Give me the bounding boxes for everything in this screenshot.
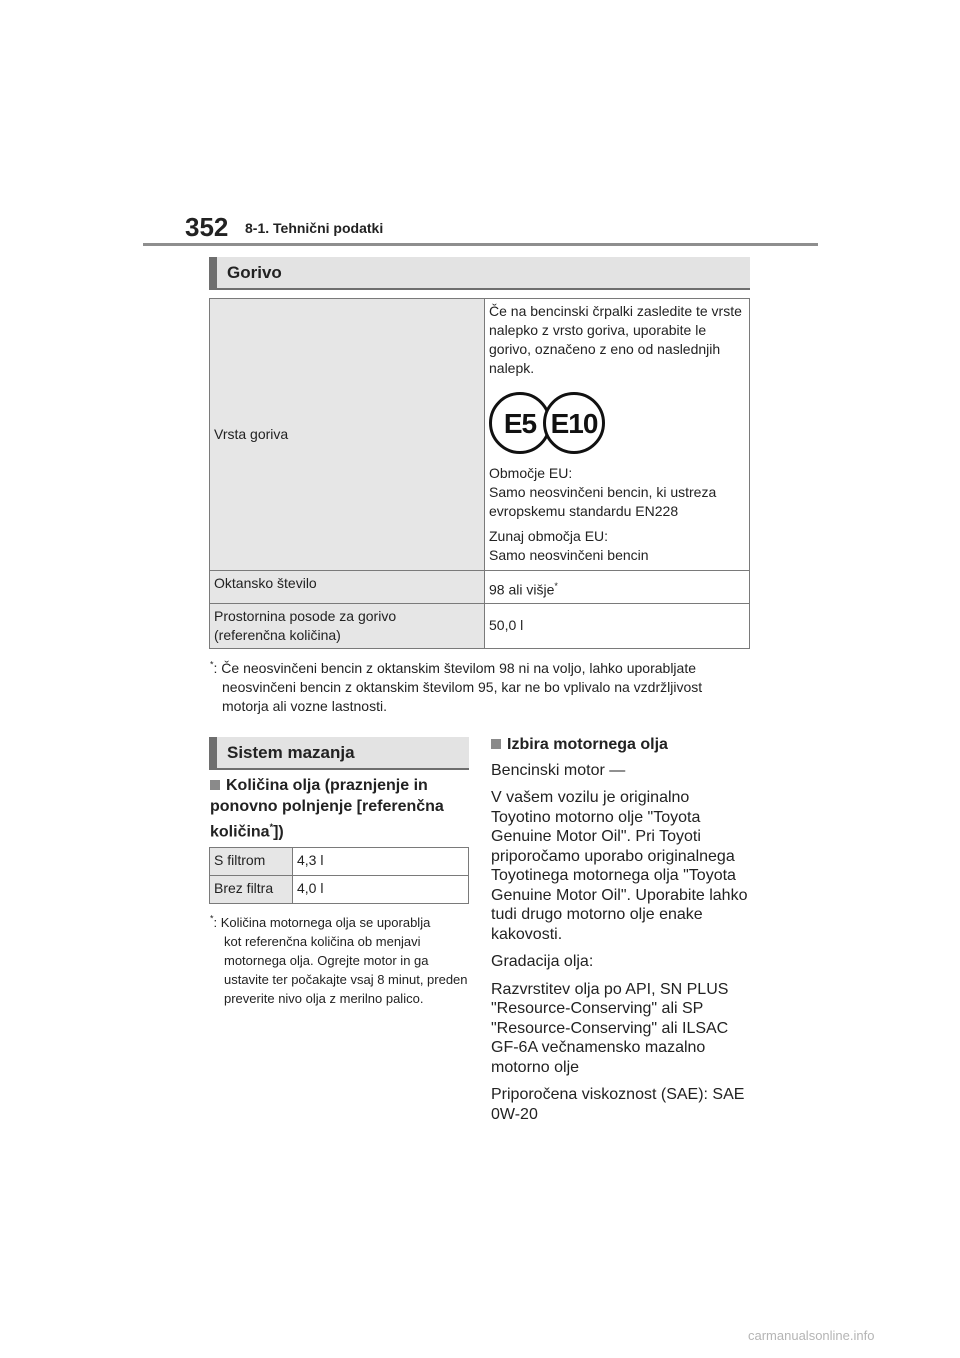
tank-capacity-label: [210, 603, 485, 648]
oil-selection-heading-text: Izbira motornega olja: [507, 736, 668, 753]
oil-with-filter-value: 4,3 l: [293, 848, 469, 876]
bullet-square-icon: [491, 739, 501, 749]
octane-label: Oktansko število: [210, 571, 485, 604]
header-divider: [143, 243, 818, 246]
oil-selection-paragraph: V vašem vozilu je originalno Toyotino motorno olje "Toyota Genuine Motor Oil". Pri Toyoti priporočamo uporabo originalnega Toyotinega motornega olja "Toyota Genuine Motor Oil". Uporabite lahko tudi drugo motorno olje enake kakovosti.: [491, 789, 748, 943]
fuel-type-value: [485, 299, 750, 571]
oil-quantity-heading-end: ]): [273, 823, 284, 841]
tank-capacity-label-line2: (referenčna količina): [214, 626, 341, 643]
non-eu-region-text: Samo neosvinčeni bencin: [489, 547, 649, 563]
tank-capacity-value: 50,0 l: [485, 603, 750, 648]
oil-footnote-mark: *: [210, 914, 214, 924]
oil-with-filter-label: S filtrom: [210, 848, 293, 876]
oil-selection-paragraph: Bencinski motor —: [491, 761, 626, 779]
oil-quantity-heading: [210, 775, 470, 842]
oil-footnote-text-cont: kot referenčna količina ob menjavi motornega olja. Ogrejte motor in ga ustavite ter počakajte vsaj 8 minut, preden preverite nivo olja z merilno palico.: [224, 934, 468, 1007]
fuel-type-intro: Če na bencinski črpalki zasledite te vrste nalepko z vrsto goriva, uporabite le gorivo, označeno z eno od naslednjih nalepk.: [489, 303, 742, 376]
octane-row: [210, 571, 750, 604]
e5-fuel-label-icon: E5: [489, 392, 551, 454]
lubrication-section-title: [209, 737, 469, 770]
fuel-badges: [489, 392, 745, 454]
fuel-table: [209, 298, 750, 649]
oil-quantity-heading-mark: *: [269, 822, 274, 832]
oil-selection-paragraph: Gradacija olja:: [491, 953, 594, 970]
oil-quantity-heading-text: Količina olja (praznjenje in ponovno polnjenje [referenčna količina: [210, 777, 444, 841]
oil-footnote: [210, 910, 470, 1008]
bullet-square-icon: [210, 780, 220, 790]
oil-selection-paragraph: Razvrstitev olja po API, SN PLUS "Resource-Conserving" ali SP "Resource-Conserving" ali ILSAC GF-6A večnamensko mazalno motorno olje: [491, 980, 729, 1076]
fuel-footnote-text: : Če neosvinčeni bencin z oktanskim številom 98 ni na voljo, lahko uporabljate: [213, 659, 697, 676]
non-eu-region-title: Zunaj območja EU:: [489, 528, 609, 544]
oil-row-with-filter: [210, 848, 469, 876]
fuel-section-title-text: Gorivo: [227, 262, 282, 282]
fuel-type-label: Vrsta goriva: [210, 299, 485, 571]
fuel-footnote-mark: *: [210, 659, 214, 669]
oil-row-without-filter: [210, 876, 469, 904]
lubrication-section-title-text: Sistem mazanja: [227, 742, 355, 762]
octane-footnote-mark: *: [554, 581, 558, 591]
fuel-type-row: [210, 299, 750, 571]
fuel-footnote-text-cont: neosvinčeni bencin z oktanskim številom 95, kar ne bo vplivalo na vzdržljivost motorja ali vozne lastnosti.: [222, 678, 703, 714]
tank-capacity-row: [210, 603, 750, 648]
oil-selection-paragraph: Priporočena viskoznost (SAE): SAE 0W-20: [491, 1086, 745, 1123]
page-number: 352: [185, 212, 229, 242]
watermark: carmanualsonline.info: [748, 1328, 875, 1343]
octane-value: [485, 571, 750, 604]
oil-selection-heading: [491, 735, 751, 755]
eu-region-text: Samo neosvinčeni bencin, ki ustreza evropskemu standardu EN228: [489, 484, 717, 519]
chapter-title: 8-1. Tehnični podatki: [245, 220, 384, 236]
fuel-footnote: [210, 655, 750, 716]
oil-selection: [491, 735, 751, 1132]
eu-region-title: Območje EU:: [489, 465, 573, 481]
octane-value-text: 98 ali višje: [489, 581, 555, 598]
oil-without-filter-label: Brez filtra: [210, 876, 293, 904]
oil-footnote-text: : Količina motornega olja se uporablja: [213, 915, 431, 931]
oil-quantity-table: [209, 847, 469, 904]
fuel-section-title: [209, 257, 750, 290]
tank-capacity-label-line1: Prostornina posode za gorivo: [214, 607, 397, 624]
e10-fuel-label-icon: E10: [543, 392, 605, 454]
oil-without-filter-value: 4,0 l: [293, 876, 469, 904]
